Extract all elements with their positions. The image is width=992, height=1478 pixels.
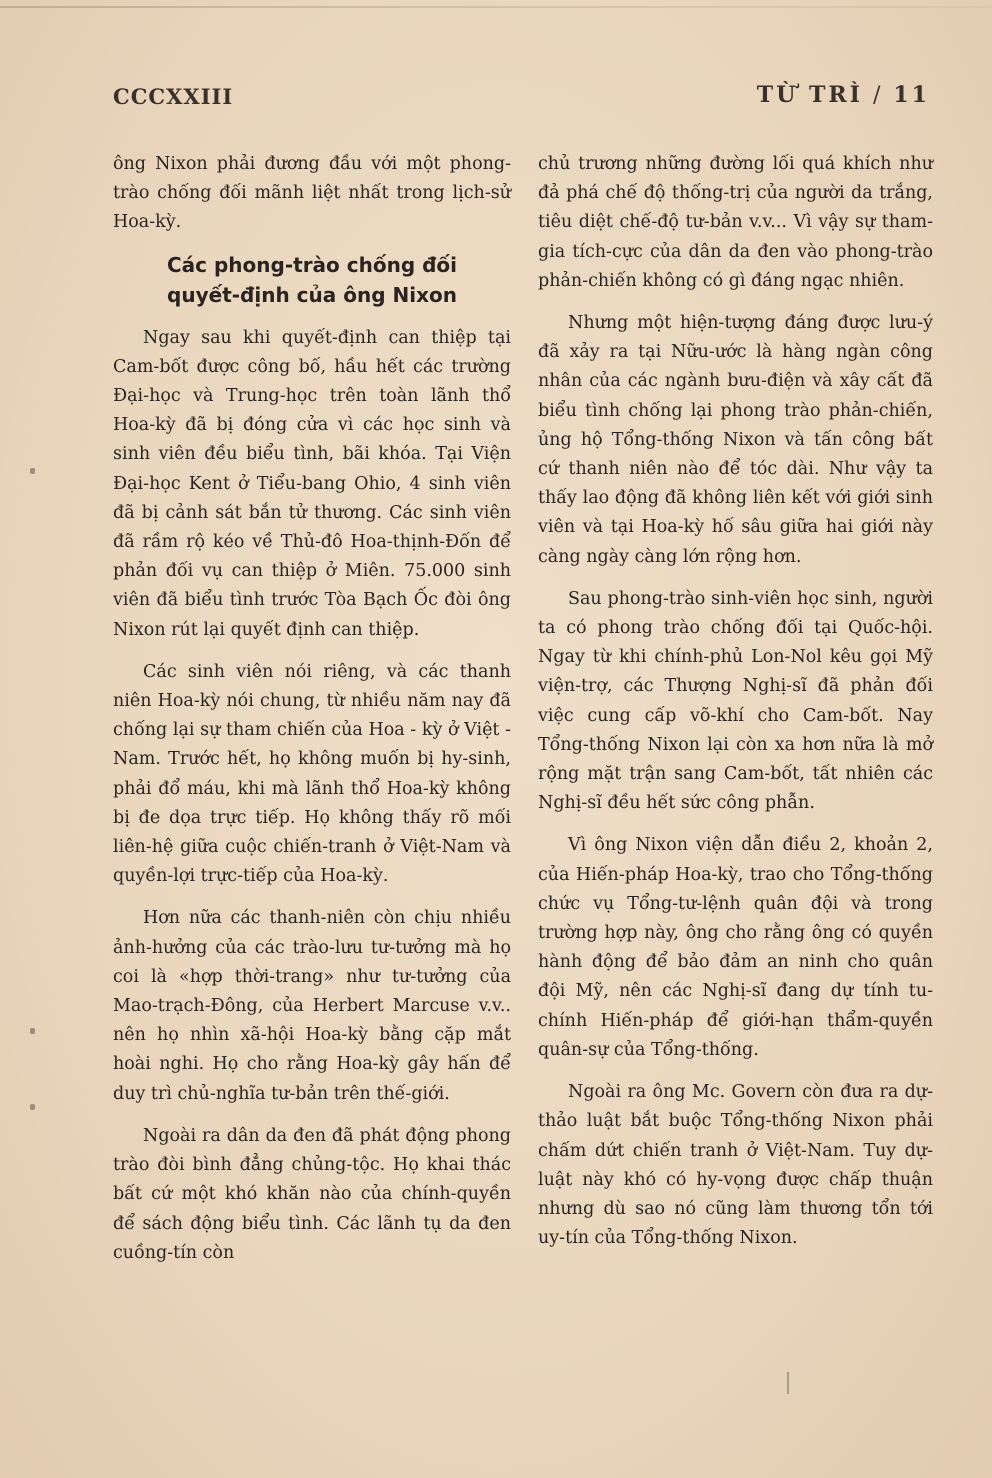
intro-paragraph: ông Nixon phải đương đầu với một phong-trào chống đối mãnh liệt nhất trong lịch-sử Hoa-kỳ. xyxy=(113,154,511,233)
magazine-name: TỪ TRÌ xyxy=(756,82,863,108)
right-column xyxy=(538,150,933,1253)
body-paragraph: Ngoài ra dân da đen đã phát động phong trào đòi bình đẳng chủng-tộc. Họ khai thác bất cứ một khó khăn nào của chính-quyền để sách động biểu tình. Các lãnh tụ da đen cuồng-tín còn xyxy=(113,1125,511,1263)
body-paragraph: Ngoài ra ông Mc. Govern còn đưa ra dự-thảo luật bắt buộc Tổng-thống Nixon phải chấm dứt chiến tranh ở Việt-Nam. Tuy dự-luật này khó có hy-vọng được chấp thuận nhưng dù sao nó cũng làm thương tổn tới uy-tín của Tổng-thống Nixon. xyxy=(538,1082,933,1249)
continuation-paragraph: chủ trương những đường lối quá khích như đả phá chế độ thống-trị của người da trắng, tiêu diệt chế-độ tư-bản v.v... Vì vậy sự tham-gia tích-cực của dân da đen vào phong-trào phản-chiến không có gì đáng ngạc nhiên. xyxy=(538,154,933,291)
margin-speck xyxy=(30,468,35,474)
section-heading-line: quyết-định của ông Nixon xyxy=(167,282,457,307)
pencil-mark xyxy=(787,1372,789,1394)
left-column xyxy=(113,150,511,1268)
section-heading-line: Các phong-trào chống đối xyxy=(166,252,458,277)
body-paragraph: Sau phong-trào sinh-viên học sinh, người ta có phong trào chống đối tại Quốc-hội. Ngay từ khi chính-phủ Lon-Nol kêu gọi Mỹ viện-trợ, các Thượng Nghị-sĩ đã phản đối việc cung cấp võ-khí cho Cam-bốt. Nay Tổng-thống Nixon lại còn xa hơn nữa là mở rộng mặt trận sang Cam-bốt, tất nhiên các Nghị-sĩ đều hết sức công phẫn. xyxy=(538,588,933,814)
page-number: 11 xyxy=(893,82,930,108)
body-paragraph: Vì ông Nixon viện dẫn điều 2, khoản 2, của Hiến-pháp Hoa-kỳ, trao cho Tổng-thống chức vụ Tổng-tư-lệnh quân đội và trong trường hợp này, ông cho rằng ông có quyền hành động để bảo đảm an ninh cho quân đội Mỹ, nên các Nghị-sĩ đang dự tính tu-chính Hiến-pháp để giới-hạn thẩm-quyền quân-sự của Tổng-thống. xyxy=(538,835,933,1060)
section-heading xyxy=(113,250,511,310)
margin-speck xyxy=(30,1104,35,1110)
section-number: CCCXXIII xyxy=(113,84,234,109)
header-separator: / xyxy=(872,83,884,108)
page-top-rule xyxy=(0,6,992,8)
body-paragraph: Ngay sau khi quyết-định can thiệp tại Cam-bốt được công bố, hầu hết các trường Đại-học và Trung-học trên toàn lãnh thổ Hoa-kỳ đã bị đóng cửa vì các học sinh và sinh viên đều biểu tình, bãi khóa. Tại Viện Đại-học Kent ở Tiểu-bang Ohio, 4 sinh viên đã bị cảnh sát bắn tử thương. Các sinh viên đã rầm rộ kéo về Thủ-đô Hoa-thịnh-Đốn để phản đối vụ can thiệp ở Miên. 75.000 sinh viên đã biểu tình trước Tòa Bạch Ốc đòi ông Nixon rút lại quyết định can thiệp. xyxy=(113,327,511,640)
body-paragraph: Nhưng một hiện-tượng đáng được lưu-ý đã xảy ra tại Nữu-ước là hàng ngàn công nhân của các ngành bưu-điện và xây cất đã biểu tình chống lại phong trào phản-chiến, ủng hộ Tổng-thống Nixon và tấn công bất cứ thanh niên nào để tóc dài. Như vậy ta thấy lao động đã không liên kết với giới sinh viên và tại Hoa-kỳ hố sâu giữa hai giới này càng ngày càng lớn rộng hơn. xyxy=(538,313,933,567)
body-paragraph: Hơn nữa các thanh-niên còn chịu nhiều ảnh-hưởng của các trào-lưu tư-tưởng mà họ coi là «hợp thời-trang» như tư-tưởng của Mao-trạch-Đông, của Herbert Marcuse v.v.. nên họ nhìn xã-hội Hoa-kỳ bằng cặp mắt hoài nghi. Họ cho rằng Hoa-kỳ gây hấn để duy trì chủ-nghĩa tư-bản trên thế-giới. xyxy=(113,908,511,1104)
running-header xyxy=(757,82,930,108)
body-paragraph: Các sinh viên nói riêng, và các thanh niên Hoa-kỳ nói chung, từ nhiều năm nay đã chống lại sự tham chiến của Hoa - kỳ ở Việt - Nam. Trước hết, họ không muốn bị hy-sinh, phải đổ máu, khi mà lãnh thổ Hoa-kỳ không bị đe dọa trực tiếp. Họ không thấy rõ mối liên-hệ giữa cuộc chiến-tranh ở Việt-Nam và quyền-lợi trực-tiếp của Hoa-kỳ. xyxy=(113,661,511,887)
margin-speck xyxy=(30,1028,35,1034)
